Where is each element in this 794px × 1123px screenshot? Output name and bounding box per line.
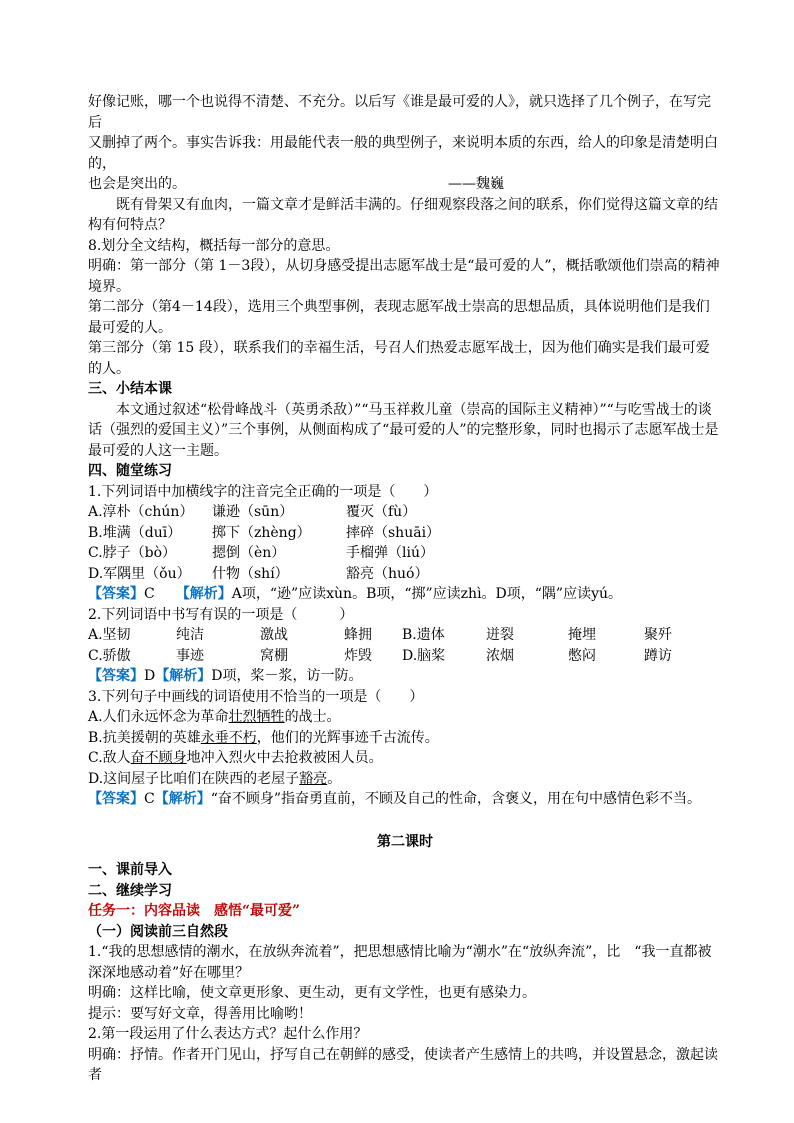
lesson2-q2: 2.第一段运用了什么表达方式？起什么作用？ [88,1026,368,1042]
q3-option-d: D.这间屋子比咱们在陕西的老屋子豁亮。 [88,770,342,787]
q3-option-c: C.敌人奋不顾身地冲入烈火中去抢救被困人员。 [88,750,383,766]
q2-row-2: C.骄傲 事迹 窝棚 炸毁 D.脑桨 浓烟 憋闷 蹲访 [88,647,672,664]
summary-heading: 三、小结本课 [88,381,172,397]
q8-part1: 明确：第一部分（第 1－3段），从切身感受提出志愿军战士是“最可爱的人”，概括歌颂他们崇高的精神境界。 [88,258,720,295]
lesson2-sec1: 一、课前导入 [88,862,172,878]
q8-part3: 第三部分（第 15 段），联系我们的幸福生活，号召人们热爱志愿军战士，因为他们确实是我们最可爱的人。 [88,340,710,377]
quote-line-1: 好像记账，哪一个也说得不清楚、不充分。以后写《谁是最可爱的人》，就只选择了几个例子，在写完后 [88,94,711,131]
q1-answer: 【答案】C 【解析】A项，“逊”应读xùn。B项，“掷”应读zhì。D项，“隅”应读yú。 [88,586,623,602]
document-page [88,92,722,1086]
q3-answer: 【答案】C【解析】“奋不顾身”指奋勇直前，不顾及自己的性命，含褒义，用在句中感情色彩不当。 [88,791,702,807]
lesson2-task1: 任务一：内容品读 感悟“最可爱” [88,903,301,919]
q2-row-1: A.坚韧 纯洁 激战 蜂拥 B.遗体 迸裂 掩埋 聚歼 [88,627,672,643]
q2-stem: 2.下列词语中书写有误的一项是（ ） [88,606,354,623]
q1-option-c: C.脖子（bò） 摁倒（èn） 手榴弹（liú） [88,545,434,561]
q3-option-b: B.抗美援朝的英雄永垂不朽，他们的光辉事迹千古流传。 [88,729,439,746]
quote-line-3 [88,174,722,195]
quote-last: 也会是突出的。 [88,176,186,192]
q8-part2: 第二部分（第4－14段），选用三个典型事例，表现志愿军战士崇高的思想品质，具体说明他们是我们最可爱的人。 [88,299,710,336]
lesson2-sec2: 二、继续学习 [88,882,172,899]
structure-paragraph: 既有骨架又有血肉，一篇文章才是鲜活丰满的。仔细观察段落之间的联系，你们觉得这篇文章的结构有何特点？ [88,196,718,233]
lesson2-sub1: （一）阅读前三自然段 [88,923,228,940]
q3-option-a: A.人们永远怀念为革命壮烈牺牲的战士。 [88,709,341,725]
q3-stem: 3.下列句子中画线的词语使用不恰当的一项是（ ） [88,688,424,705]
q2-answer: 【答案】D【解析】D项，桨－浆，访一防。 [88,668,363,684]
lesson2-a2: 明确：抒情。作者开门见山，抒写自己在朝鲜的感受，使读者产生感情上的共鸣，并设置悬念，激起读者 [88,1046,718,1083]
lesson2-q1: 1.“我的思想感情的潮水，在放纵奔流着”，把思想感情比喻为“潮水”在“放纵奔流”，比 “我一直都被深深地感动着”好在哪里？ [88,944,712,981]
practice-heading: 四、随堂练习 [88,463,172,479]
lesson2-title: 第二课时 [377,833,433,850]
q1-option-b: B.堆满（duī） 掷下（zhèng） 摔碎（shuāi） [88,524,441,541]
summary-text: 本文通过叙述“松骨峰战斗（英勇杀敌）”“马玉祥救儿童（崇高的国际主义精神）”“与吃雪战士的谈话（强烈的爱国主义）”三个事例，从侧面构成了“最可爱的人”的完整形象，同时也揭示了志愿军战士是最可爱的人这一主题。 [88,401,719,459]
lesson2-tip: 提示：要写好文章，得善用比喻哟！ [88,1005,312,1022]
q1-option-d: D.军隅里（ǒu） 什物（shí） 豁亮（huó） [88,565,429,582]
q1-stem: 1.下列词语中加横线字的注音完全正确的一项是（ ） [88,483,438,500]
q8-title: 8.划分全文结构，概括每一部分的意思。 [88,237,340,254]
lesson2-a1: 明确：这样比喻，使文章更形象、更生动，更有文学性，也更有感染力。 [88,985,536,1001]
q1-option-a: A.淳朴（chún） 谦逊（sūn） 覆灭（fù） [88,504,417,520]
quote-line-2: 又删掉了两个。事实告诉我：用最能代表一般的典型例子，来说明本质的东西，给人的印象是清楚明白的， [88,135,718,172]
quote-author: ——魏巍 [448,176,504,192]
